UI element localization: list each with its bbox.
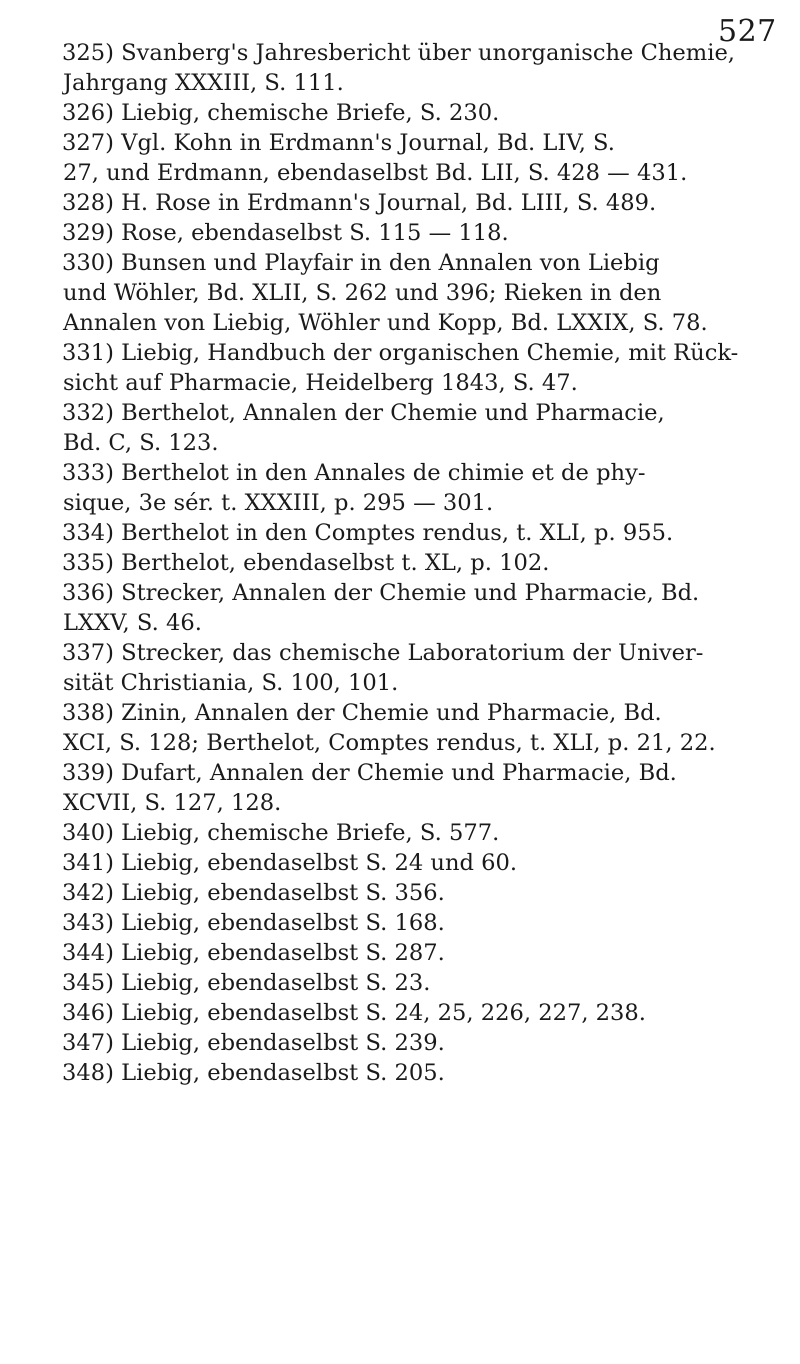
reference-line: 336) Strecker, Annalen der Chemie und Pharmacie, Bd. [62, 580, 700, 606]
reference-line: 338) Zinin, Annalen der Chemie und Pharmacie, Bd. [62, 700, 662, 726]
reference-line: 347) Liebig, ebendaselbst S. 239. [62, 1030, 445, 1056]
reference-line: sität Christiania, S. 100, 101. [63, 670, 399, 696]
reference-line: sique, 3e sér. t. XXXIII, p. 295 — 301. [63, 490, 494, 516]
reference-line: 331) Liebig, Handbuch der organischen Chemie, mit Rück- [62, 340, 739, 366]
reference-line: 346) Liebig, ebendaselbst S. 24, 25, 226, 227, 238. [62, 1000, 646, 1026]
reference-line: 344) Liebig, ebendaselbst S. 287. [62, 940, 445, 966]
reference-line: Jahrgang XXXIII, S. 111. [63, 70, 344, 96]
reference-line: Bd. C, S. 123. [63, 430, 219, 456]
reference-line: 341) Liebig, ebendaselbst S. 24 und 60. [62, 850, 518, 876]
reference-line: LXXV, S. 46. [63, 610, 202, 636]
reference-line: 345) Liebig, ebendaselbst S. 23. [62, 970, 431, 996]
reference-line: 339) Dufart, Annalen der Chemie und Pharmacie, Bd. [62, 760, 677, 786]
reference-line: 332) Berthelot, Annalen der Chemie und Pharmacie, [62, 400, 665, 426]
reference-line: XCI, S. 128; Berthelot, Comptes rendus, t. XLI, p. 21, 22. [63, 730, 716, 756]
reference-line: 334) Berthelot in den Comptes rendus, t. XLI, p. 955. [62, 520, 674, 546]
reference-line: 335) Berthelot, ebendaselbst t. XL, p. 102. [62, 550, 550, 576]
reference-line: 327) Vgl. Kohn in Erdmann's Journal, Bd. LIV, S. [62, 130, 615, 156]
reference-line: 325) Svanberg's Jahresbericht über unorganische Chemie, [62, 40, 735, 66]
reference-line: 326) Liebig, chemische Briefe, S. 230. [62, 100, 500, 126]
reference-line: 330) Bunsen und Playfair in den Annalen von Liebig [62, 250, 660, 276]
page-number: 527 [718, 14, 777, 49]
reference-line: 27, und Erdmann, ebendaselbst Bd. LII, S. 428 — 431. [63, 160, 688, 186]
reference-line: XCVII, S. 127, 128. [63, 790, 282, 816]
reference-line: 343) Liebig, ebendaselbst S. 168. [62, 910, 445, 936]
reference-line: 333) Berthelot in den Annales de chimie et de phy- [62, 460, 646, 486]
reference-line: und Wöhler, Bd. XLII, S. 262 und 396; Rieken in den [63, 280, 662, 306]
reference-list [62, 38, 752, 1088]
reference-line: 329) Rose, ebendaselbst S. 115 — 118. [62, 220, 509, 246]
reference-line: 342) Liebig, ebendaselbst S. 356. [62, 880, 445, 906]
reference-line: sicht auf Pharmacie, Heidelberg 1843, S. 47. [63, 370, 578, 396]
reference-line: 348) Liebig, ebendaselbst S. 205. [62, 1060, 445, 1086]
reference-line: 328) H. Rose in Erdmann's Journal, Bd. LIII, S. 489. [62, 190, 657, 216]
reference-line: Annalen von Liebig, Wöhler und Kopp, Bd. LXXIX, S. 78. [63, 310, 708, 336]
reference-line: 337) Strecker, das chemische Laboratorium der Univer- [62, 640, 704, 666]
reference-line: 340) Liebig, chemische Briefe, S. 577. [62, 820, 500, 846]
